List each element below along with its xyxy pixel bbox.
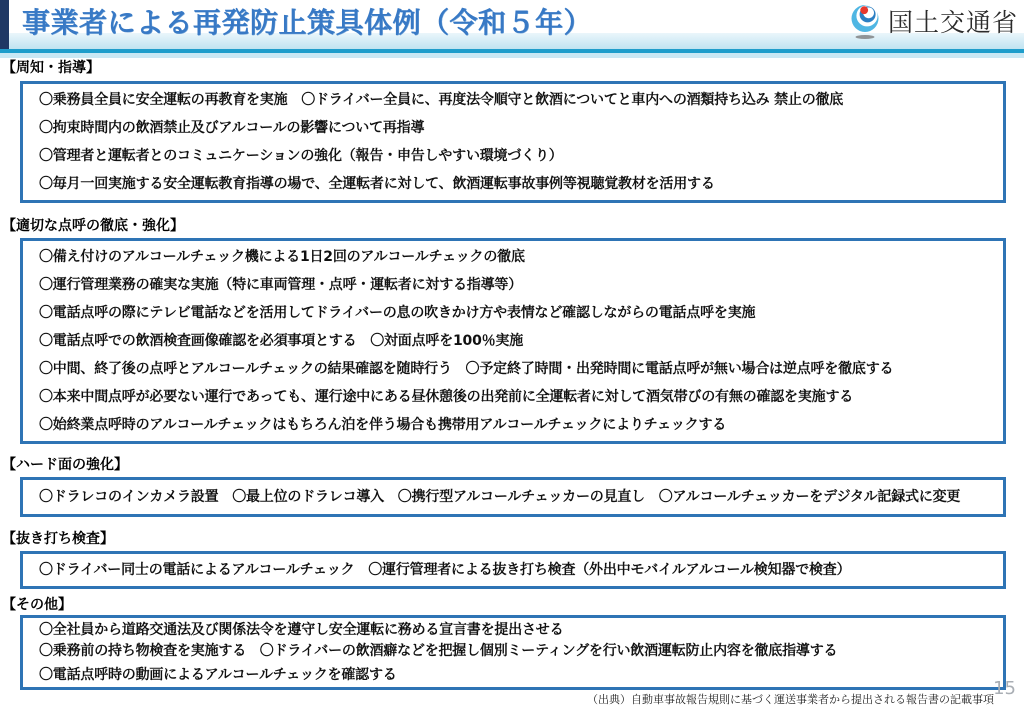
section-tenko-tettei-kyoka: [0, 217, 1024, 444]
slide-header: [0, 0, 1024, 57]
measure-item: 〇全社員から道路交通法及び関係法令を遵守し安全運転に務める宣言書を提出させる: [39, 622, 564, 638]
header-left-bar: [0, 0, 9, 49]
measure-item: 〇始終業点呼時のアルコールチェックはもちろん泊を伴う場合も携帯用アルコールチェックによりチェックする: [39, 417, 727, 433]
measure-item: 〇毎月一回実施する安全運転教育指導の場で、全運転者に対して、飲酒運転事故事例等視聴覚教材を活用する: [39, 176, 715, 192]
section-label: 【周知・指導】: [2, 60, 100, 76]
measure-item: 〇拘束時間内の飲酒禁止及びアルコールの影響について再指導: [39, 120, 425, 136]
header-band-lower: [0, 53, 1024, 58]
measure-item: 〇電話点呼の際にテレビ電話などを活用してドライバーの息の吹きかけ方や表情など確認しながらの電話点呼を実施: [39, 305, 756, 321]
measure-item: 〇乗務員全員に安全運転の再教育を実施 〇ドライバー全員に、再度法令順守と飲酒についてと車内への酒類持ち込み 禁止の徹底: [39, 92, 844, 108]
measure-item: 〇管理者と運転者とのコミュニケーションの強化（報告・申告しやすい環境づくり）: [39, 148, 563, 164]
section-box: [20, 551, 1006, 589]
measure-item: 〇乗務前の持ち物検査を実施する 〇ドライバーの飲酒癖などを把握し個別ミーティングを行い飲酒運転防止内容を徹底指導する: [39, 643, 838, 659]
measure-item: 〇備え付けのアルコールチェック機による1日2回のアルコールチェックの徹底: [39, 249, 525, 265]
section-box: [20, 81, 1006, 203]
section-label: 【抜き打ち検査】: [2, 531, 114, 547]
section-hard-kyoka: [0, 456, 1024, 517]
source-note: （出典）自動車事故報告規則に基づく運送事業者から提出される報告書の記載事項: [587, 693, 994, 706]
section-box: [20, 477, 1006, 517]
agency-branding: [847, 2, 1018, 40]
measure-item: 〇運行管理業務の確実な実施（特に車両管理・点呼・運転者に対する指導等）: [39, 277, 522, 293]
page-number: 15: [993, 678, 1016, 699]
section-shuchi-shido: [0, 59, 1024, 203]
measure-item: 〇ドライバー同士の電話によるアルコールチェック 〇運行管理者による抜き打ち検査（外出中モバイルアルコール検知器で検査）: [39, 562, 851, 578]
section-box: [20, 615, 1006, 690]
measure-item: 〇ドラレコのインカメラ設置 〇最上位のドラレコ導入 〇携行型アルコールチェッカーの見直し 〇アルコールチェッカーをデジタル記録式に変更: [39, 489, 961, 505]
measure-item: 〇電話点呼での飲酒検査画像確認を必須事項とする 〇対面点呼を100％実施: [39, 333, 524, 349]
measure-item: 〇本来中間点呼が必要ない運行であっても、運行途中にある昼休憩後の出発前に全運転者に対して酒気帯びの有無の確認を実施する: [39, 389, 854, 405]
agency-name: 国土交通省: [887, 8, 1018, 37]
section-label: 【その他】: [2, 597, 72, 613]
section-label: 【ハード面の強化】: [2, 457, 128, 473]
section-box: [20, 238, 1006, 444]
measure-item: 〇中間、終了後の点呼とアルコールチェックの結果確認を随時行う 〇予定終了時間・出発時間に電話点呼が無い場合は逆点呼を徹底する: [39, 361, 894, 377]
section-sonota: [0, 596, 1024, 690]
measure-item: 〇電話点呼時の動画によるアルコールチェックを確認する: [39, 667, 397, 683]
section-label: 【適切な点呼の徹底・強化】: [2, 218, 184, 234]
page-title: 事業者による再発防止策具体例（令和５年）: [22, 6, 593, 39]
mlit-logo-icon: [847, 2, 883, 40]
section-nukiuchi-kensa: [0, 530, 1024, 589]
slide-body: [0, 59, 1024, 690]
